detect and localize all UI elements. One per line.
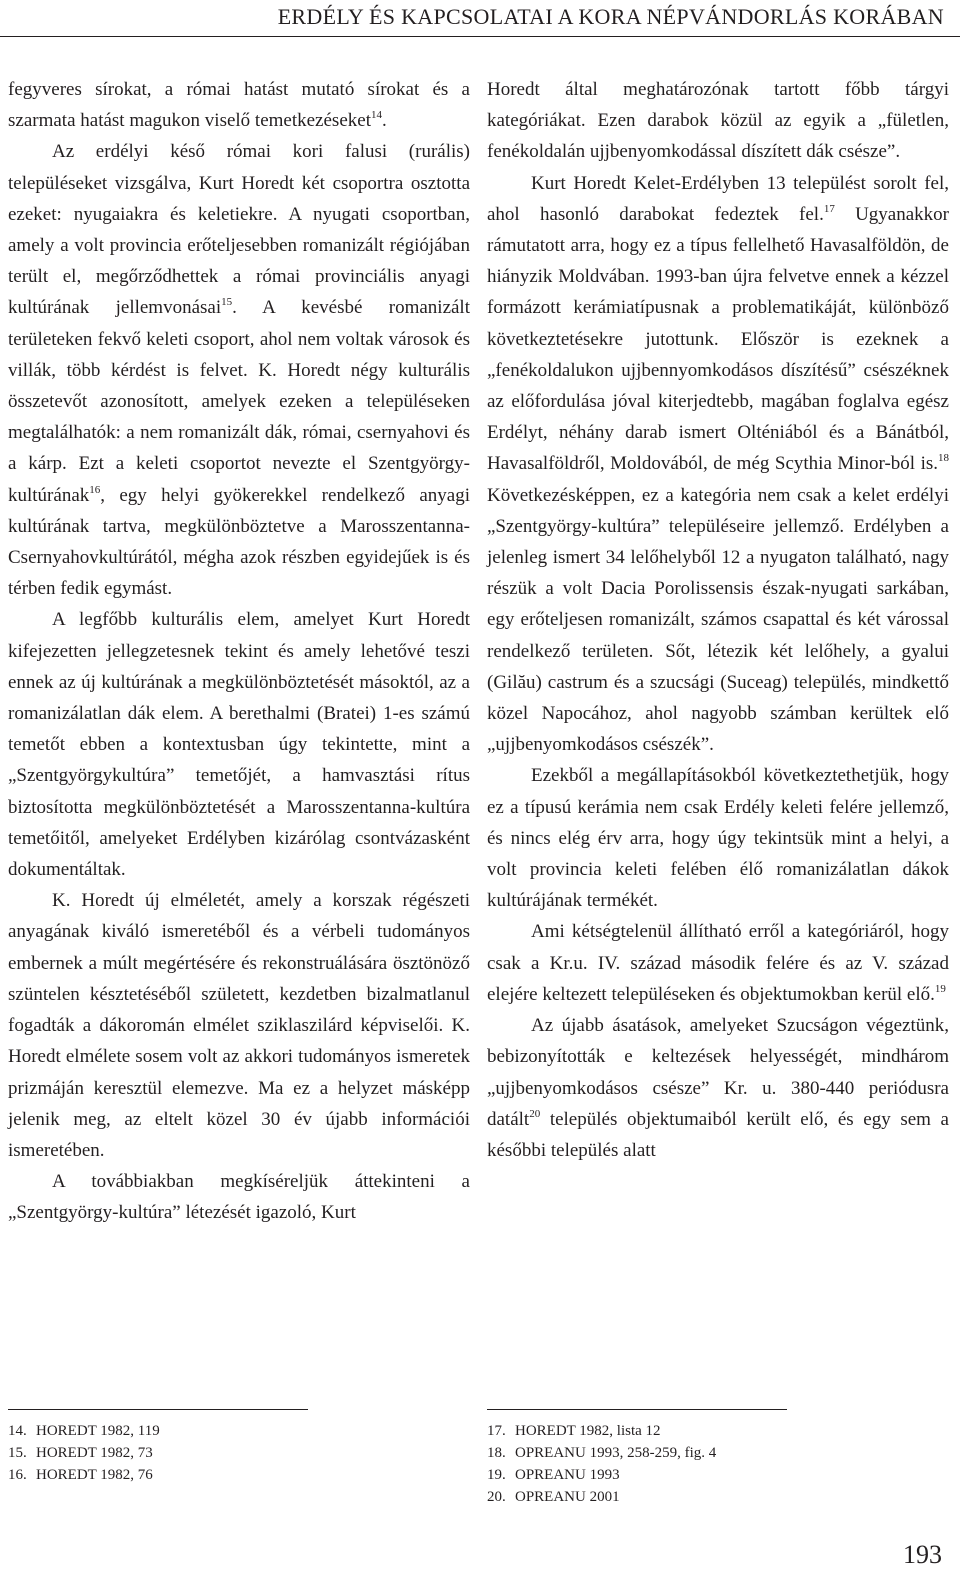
footnote-number: 19. (487, 1467, 506, 1483)
left-paragraph-5: A továbbiakban megkíséreljük áttekinteni a „Szentgyörgy-kultúra” létezését igazoló, Kurt (8, 1171, 470, 1224)
text-run: Ugyanakkor rámutatott arra, hogy ez a típus fellelhető Havasalföldön, de hiányzik Moldvában. 1993-ban újra felvetve ennek a kézzel formázott kerámiatípusnak a problematikáját, különböző következtetésekre jutottunk. Először is ezeknek a „fenékoldalukon ujjbennyomkodásos díszítésű” csészéknek az előfordulása jóval kiterjedtebb, magában foglalva egész Erdélyt, néhány darab ismert Olténiából és a Bánátból, Havasalföldről, Moldovából, de még Scythia Minor-ból is. (487, 203, 949, 475)
right-paragraph-4 (487, 916, 949, 1010)
text-run: Következésképpen, ez a kategória nem csak a kelet erdélyi „Szentgyörgy-kultúra” településeire jellemző. Erdélyben a jelenleg ismert 34 lelőhelyből 12 a nyugaton található, nagy részük a volt Dacia Porolissensis észak-nyugati sarkában, egy erőteljesen romanizált, számos csapattal és két várossal rendelkező területen. Sőt, létezik két lelőhely, a gyalui (Gilău) castrum és a szucsági (Suceag) település, mindkettő közel Napocához, ahol nagyobb számban kerültek elő „ujjbenyomkodásos csészék”. (487, 484, 949, 756)
left-paragraph-4: K. Horedt új elméletét, amely a korszak régészeti anyagának kiváló ismeretéből és a vérbeli tudományos embernek a múlt megértésére és rekonstruálására ösztönöző szüntelen késztetéséből született, kezdetben bizalmatlanul fogadták a dákoromán elmélet sziklaszilárd képviselői. K. Horedt elmélete sosem volt az akkori tudományos ismeretek prizmáján keresztül elemezve. Ma ez a helyzet másképp jelenik meg, az eltelt közel 30 év újabb információi ismeretében. (8, 890, 470, 1161)
footnote-ref-14[interactable]: 14 (370, 109, 382, 122)
footnote-ref-18[interactable]: 18 (938, 452, 949, 465)
footnote-text: HOREDT 1982, lista 12 (515, 1423, 661, 1439)
right-column (487, 74, 949, 1166)
text-run: . A kevésbé romanizált területeken fekvő keleti csoport, ahol nem voltak városok és villák, több kérdést is felvet. K. Horedt négy kulturális összetevőt azonosított, amelyek ezeken a településeken megtalálhatók: a nem romanizált dák, római, csernyahovi és a kárp. Ezt a keleti csoportot nevezte el Szentgyörgy-kultúrának (8, 297, 470, 506)
footnote-number: 20. (487, 1489, 506, 1505)
footnote-number: 18. (487, 1445, 506, 1461)
text-run: Az újabb ásatások, amelyeket Szucságon végeztünk, bebizonyították e keltezések helyességét, mindhárom „ujjbenyomkodásos csésze” Kr. u. 380-440 periódusra datált (487, 1015, 949, 1130)
text-run: . (381, 110, 387, 132)
footnote-number: 17. (487, 1423, 506, 1439)
footnote-17 (487, 1420, 716, 1442)
footnote-ref-19[interactable]: 19 (934, 982, 946, 995)
footnote-number: 16. (8, 1467, 27, 1483)
right-paragraph-3: Ezekből a megállapításokból következtethetjük, hogy ez a típusú kerámia nem csak Erdély keleti felére jellemző, és nincs elég érv arra, hogy úgy tekintsük mint a helyi, a volt provincia keleti felében élő romanizálatlan dákok kultúrájának termékét. (487, 765, 949, 912)
text-run: település objektumaiból került elő, és egy sem a későbbi település alatt (487, 1108, 949, 1161)
footnote-ref-20[interactable]: 20 (529, 1107, 541, 1120)
text-run: Ami kétségtelenül állítható erről a kategóriáról, hogy csak a Kr.u. IV. század második felére és az V. század elejére keltezett településeken és objektumokban kerül elő. (487, 921, 949, 1005)
right-paragraph-2 (487, 168, 949, 761)
footnote-text: HOREDT 1982, 76 (36, 1467, 153, 1483)
right-paragraph-5 (487, 1010, 949, 1166)
footnote-15 (8, 1442, 160, 1464)
footnote-number: 15. (8, 1445, 27, 1461)
footnote-14 (8, 1420, 160, 1442)
left-paragraph-3: A legfőbb kulturális elem, amelyet Kurt Horedt kifejezetten jellegzetesnek tekint és amely lehetővé teszi ennek az új kultúrának a megkülönböztetését másoktól, az a romanizálatlan dák elem. A berethalmi (Bratei) 1-es számú temetőt ebben a kontextusban úgy tekintette, mint a „Szentgyörgykultúra” temetőjét, a hamvasztási rítus biztosította megkülönböztetését a Marosszentanna-kultúra temetőitől, amelyeket Erdélyben kizárólag csontvázasként dokumentáltak. (8, 609, 470, 881)
right-paragraph-1: Horedt által meghatározónak tartott főbb tárgyi kategóriákat. Ezen darabok közül az egyik a „fületlen, fenékoldalán ujjbenyomkodással díszített dák csésze”. (487, 79, 949, 163)
footnote-20 (487, 1486, 716, 1508)
footnote-16 (8, 1464, 160, 1486)
footnote-text: HOREDT 1982, 73 (36, 1445, 153, 1461)
footnote-19 (487, 1464, 716, 1486)
footnote-rule-left (8, 1409, 308, 1410)
page-number: 193 (903, 1540, 942, 1569)
text-run: Kurt Horedt Kelet-Erdélyben 13 települést sorolt fel, ahol hasonló darabokat fedeztek fel. (487, 172, 949, 225)
text-run: , egy helyi gyökerekkel rendelkező anyagi kultúrának tartva, megkülönböztetve a Marosszentanna-Csernyahovkultúrától, mégha azok részben egyidejűek is és térben fedik egymást. (8, 484, 470, 600)
footnote-text: OPREANU 1993 (515, 1467, 620, 1483)
header-rule (0, 36, 960, 37)
running-head: ERDÉLY ÉS KAPCSOLATAI A KORA NÉPVÁNDORLÁS KORÁBAN (277, 4, 944, 29)
footnote-number: 14. (8, 1423, 27, 1439)
footnote-ref-16[interactable]: 16 (89, 483, 101, 496)
footnotes-right (487, 1420, 716, 1508)
footnote-18 (487, 1442, 716, 1464)
footnote-text: HOREDT 1982, 119 (36, 1423, 160, 1439)
footnote-text: OPREANU 2001 (515, 1489, 620, 1505)
text-run: fegyveres sírokat, a római hatást mutató sírokat és a szarmata hatást magukon viselő temetkezéseket (8, 79, 470, 132)
footnote-ref-17[interactable]: 17 (823, 202, 835, 215)
footnote-text: OPREANU 1993, 258-259, fig. 4 (515, 1445, 717, 1461)
left-column (8, 74, 470, 1229)
footnotes-left (8, 1420, 160, 1486)
footnote-ref-15[interactable]: 15 (221, 296, 233, 309)
footnote-rule-right (487, 1409, 787, 1410)
left-paragraph-1 (8, 74, 470, 136)
left-paragraph-2 (8, 136, 470, 604)
text-run: Az erdélyi késő római kori falusi (rurális) településeket vizsgálva, Kurt Horedt két csoportra osztotta ezeket: nyugaiakra és keletiekre. A nyugati csoportban, amely a volt provincia erőteljesebben romanizált régiójában terült el, megőrződhettek a római provinciális anyagi kultúrának jellemvonásai (8, 141, 470, 319)
